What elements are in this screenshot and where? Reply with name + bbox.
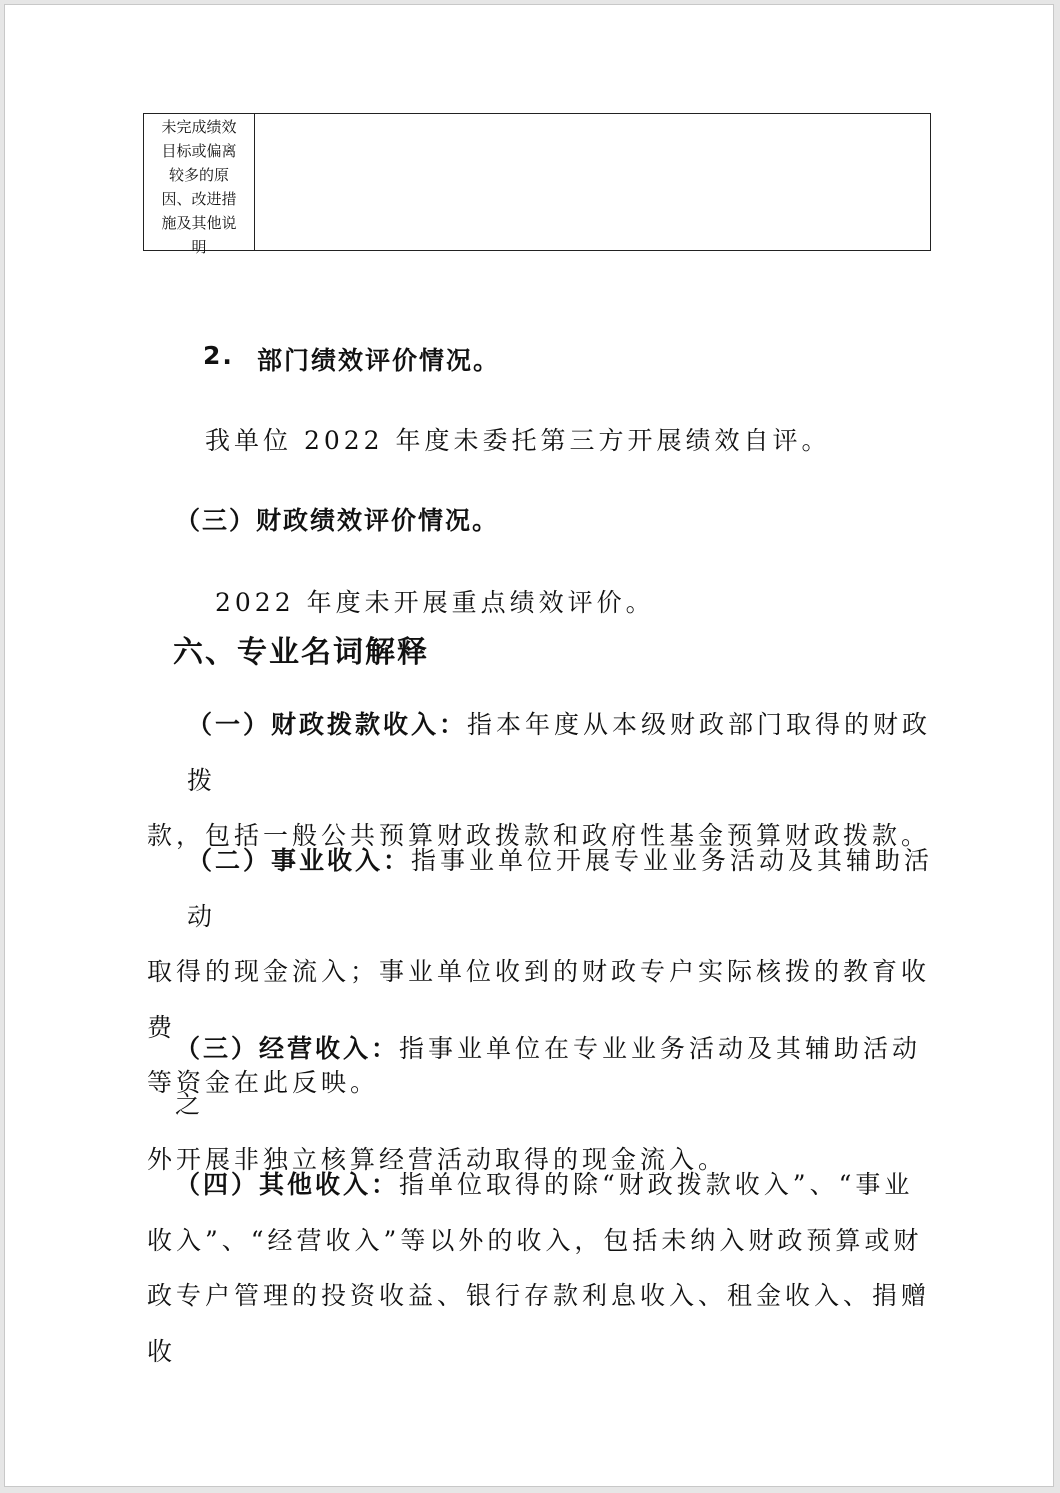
label-line: 未完成绩效 [161,118,237,136]
label-line: 因、改进措 [161,190,237,208]
definition-text: 指本年度从本级财政部门取得的财政拨 [187,710,932,795]
definition-text: 指事业单位开展专业业务活动及其辅助活动 [187,846,934,931]
label-line: 较多的原 [168,166,229,184]
section-heading: （三）财政绩效评价情况。 [175,506,500,535]
definition-term: （一）财政拨款收入： [187,710,468,739]
section-body: 我单位 2022 年度未委托第三方开展绩效自评。 [205,426,831,455]
table-row-label [144,114,255,256]
document-page [4,4,1054,1487]
definition-term: （四）其他收入： [175,1170,400,1199]
table-row-value [255,114,930,250]
definition-term: （三）经营收入： [175,1034,400,1063]
label-line: 目标或偏离 [161,142,237,160]
definition-text: 外开展非独立核算经营活动取得的现金流入。 [147,1145,728,1174]
definition-text: 政专户管理的投资收益、银行存款利息收入、租金收入、捐赠收 [147,1281,931,1366]
section-number: 2. [203,341,234,370]
label-line: 明 [191,238,207,256]
label-line: 施及其他说 [161,214,237,232]
definition-text: 指事业单位在专业业务活动及其辅助活动之 [175,1034,922,1119]
definition-text: 款，包括一般公共预算财政拨款和政府性基金预算财政拨款。 [147,821,931,850]
definition-text: 指单位取得的除“财政拨款收入”、“事业 [399,1170,914,1199]
section-heading: 部门绩效评价情况。 [257,346,501,375]
definition-text: 收入”、“经营收入”等以外的收入，包括未纳入财政预算或财 [147,1225,923,1255]
definition-term: （二）事业收入： [187,846,412,875]
performance-table [143,113,931,256]
definition-paragraph [147,1157,947,1379]
section-body: 2022 年度未开展重点绩效评价。 [215,588,655,617]
definition-text: 等资金在此反映。 [147,1068,380,1097]
chapter-heading: 六、专业名词解释 [173,635,429,670]
definition-text: 取得的现金流入；事业单位收到的财政专户实际核拨的教育收费 [147,957,931,1042]
